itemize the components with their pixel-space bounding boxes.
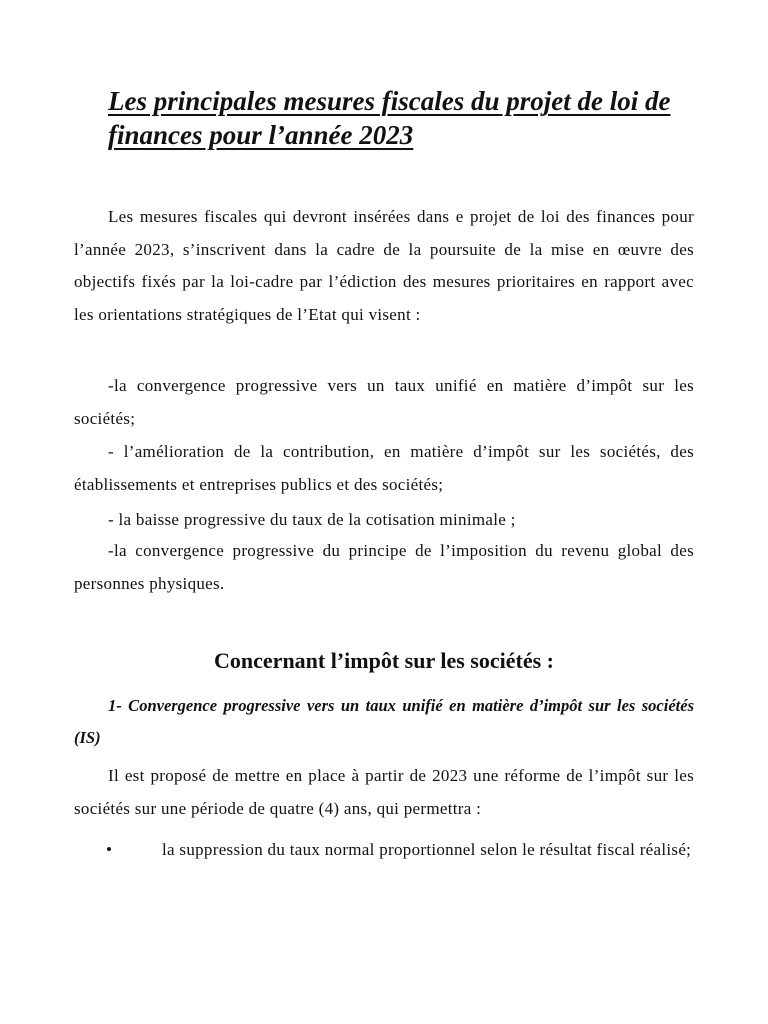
sub-heading: 1- Convergence progressive vers un taux unifié en matière d’impôt sur les sociétés (IS): [74, 696, 694, 747]
list-item-convergence: -la convergence progressive vers un taux unifié en matière d’impôt sur les sociétés;: [74, 376, 694, 428]
intro-paragraph: Les mesures fiscales qui devront insérées dans e projet de loi des finances pour l’année 2023, s’inscrivent dans la cadre de la poursuite de la mise en œuvre des objectifs fixés par la loi-cadre par l’édiction des mesures prioritaires en rapport avec les orientations stratégiques de l’Etat qui visent :: [74, 207, 694, 324]
list-item-revenu-global: -la convergence progressive du principe de l’imposition du revenu global des personnes physiques.: [74, 541, 694, 593]
bullet-item: [74, 834, 694, 867]
list-item-contribution: - l’amélioration de la contribution, en matière d’impôt sur les sociétés, des établissements et entreprises publics et des sociétés;: [74, 442, 694, 494]
title-line-2: finances pour l’année 2023: [108, 120, 414, 150]
section-heading: Concernant l’impôt sur les sociétés :: [214, 648, 554, 673]
list-item-cotisation: - la baisse progressive du taux de la cotisation minimale ;: [108, 510, 516, 529]
title-line-1: Les principales mesures fiscales du projet de loi de: [108, 86, 671, 116]
bullet-item-text: la suppression du taux normal proportionnel selon le résultat fiscal réalisé;: [162, 840, 692, 859]
bullet-icon: •: [106, 840, 113, 859]
reform-paragraph: Il est proposé de mettre en place à partir de 2023 une réforme de l’impôt sur les sociétés sur une période de quatre (4) ans, qui permettra :: [74, 766, 694, 818]
page-title: [108, 84, 708, 152]
